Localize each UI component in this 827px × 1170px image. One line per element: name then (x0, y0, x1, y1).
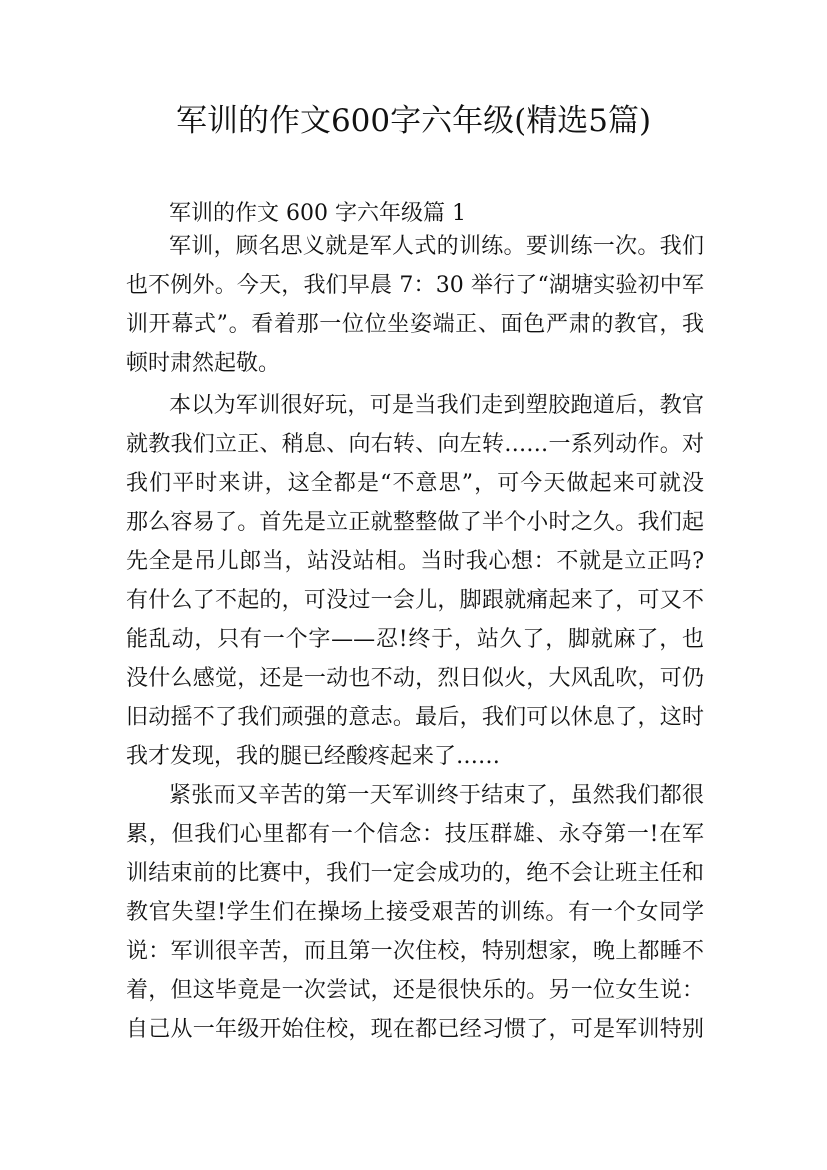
paragraph-2-line-6: 有什么了不起的，可没过一会儿，脚跟就痛起来了，可又不 (126, 588, 704, 613)
paragraph-2-line-2: 就教我们立正、稍息、向右转、向左转……一系列动作。对 (126, 432, 704, 457)
paragraph-2-line-5: 先全是吊儿郎当，站没站相。当时我心想：不就是立正吗? (126, 549, 704, 574)
paragraph-2-line-3: 我们平时来讲，这全都是“不意思”，可今天做起来可就没 (126, 471, 704, 496)
paragraph-2-line-4: 那么容易了。首先是立正就整整做了半个小时之久。我们起 (126, 510, 704, 535)
paragraph-2-line-9: 旧动摇不了我们顽强的意志。最后，我们可以休息了，这时 (126, 705, 704, 730)
paragraph-3-line-4: 教官失望!学生们在操场上接受艰苦的训练。有一个女同学 (126, 900, 704, 925)
paragraph-1-line-4: 顿时肃然起敬。 (126, 351, 281, 376)
section-heading: 军训的作文 600 字六年级篇 1 (169, 201, 466, 226)
paragraph-3-line-3: 训结束前的比赛中，我们一定会成功的，绝不会让班主任和 (126, 861, 704, 886)
paragraph-1-line-1: 军训，顾名思义就是军人式的训练。要训练一次。我们 (169, 234, 704, 259)
paragraph-2-line-7: 能乱动，只有一个字——忍!终于，站久了，脚就麻了，也 (126, 627, 704, 652)
paragraph-3-line-6: 着，但这毕竟是一次尝试，还是很快乐的。另一位女生说： (126, 978, 704, 1003)
paragraph-2-line-1: 本以为军训很好玩，可是当我们走到塑胶跑道后，教官 (169, 393, 704, 418)
paragraph-3-line-5: 说：军训很辛苦，而且第一次住校，特别想家，晚上都睡不 (126, 939, 704, 964)
paragraph-3-line-2: 累，但我们心里都有一个信念：技压群雄、永夺第一!在军 (126, 822, 704, 847)
paragraph-1-line-3: 训开幕式”。看着那一位位坐姿端正、面色严肃的教官，我 (126, 312, 704, 337)
paragraph-1-line-2: 也不例外。今天，我们早晨 7：30 举行了“湖塘实验初中军 (126, 273, 704, 298)
document-title: 军训的作文600字六年级(精选5篇) (175, 103, 652, 139)
paragraph-2-line-8: 没什么感觉，还是一动也不动，烈日似火，大风乱吹，可仍 (126, 666, 704, 691)
paragraph-3-line-7: 自己从一年级开始住校，现在都已经习惯了，可是军训特别 (126, 1017, 704, 1042)
paragraph-3-line-1: 紧张而又辛苦的第一天军训终于结束了，虽然我们都很 (169, 783, 704, 808)
paragraph-2-line-10: 我才发现，我的腿已经酸疼起来了…… (126, 744, 501, 769)
